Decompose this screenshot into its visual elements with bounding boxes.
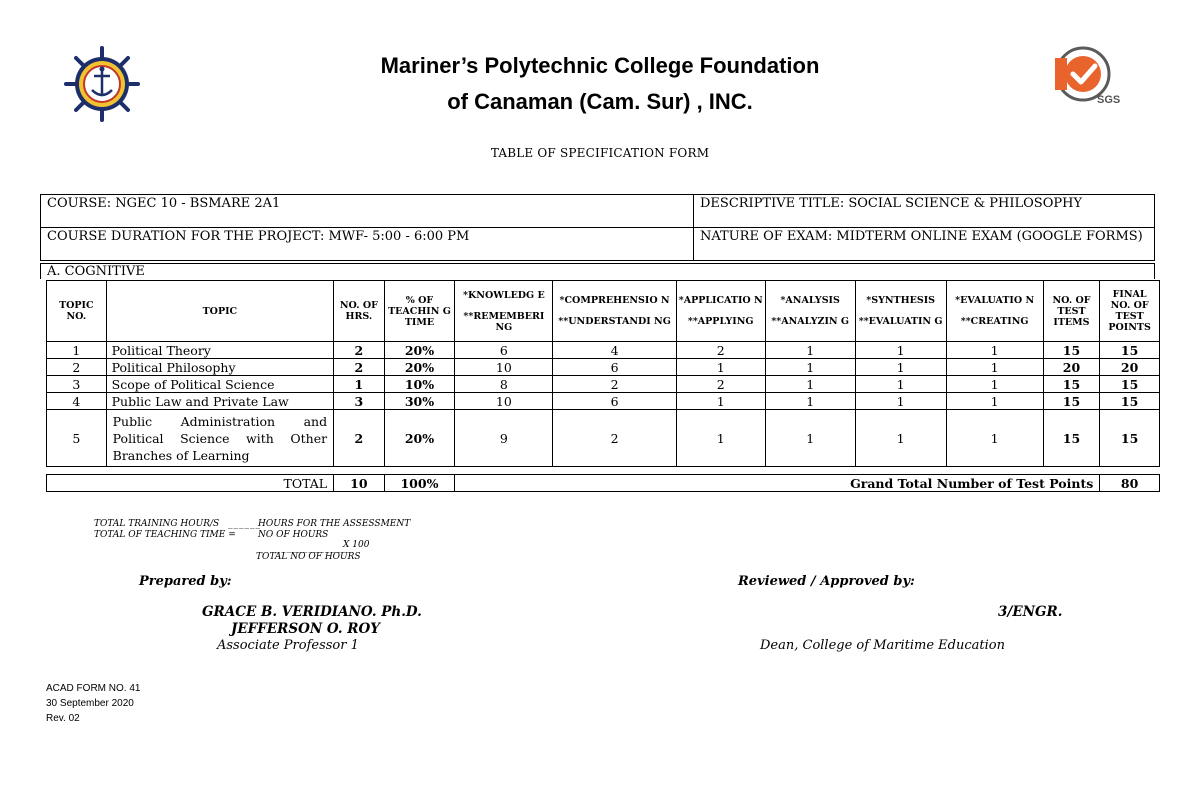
cell-application: 2 [676, 376, 765, 393]
cell-evaluation: 1 [946, 410, 1043, 467]
cell-no: 2 [47, 359, 107, 376]
cell-comprehension: 4 [553, 342, 676, 359]
header-hrs: NO. OF HRS. [334, 281, 385, 342]
reviewer-name: 3/ENGR. [998, 604, 1063, 620]
cell-comprehension: 6 [553, 359, 676, 376]
table-row [47, 359, 1160, 376]
cell-synthesis: 1 [855, 342, 946, 359]
applying-label: **APPLYING [687, 316, 754, 327]
cell-application: 1 [676, 410, 765, 467]
evaluating-label: **EVALUATIN G [858, 316, 943, 327]
cell-hrs: 2 [334, 359, 385, 376]
cell-no: 3 [47, 376, 107, 393]
cell-test-items: 15 [1043, 342, 1100, 359]
cell-topic: Political Philosophy [106, 359, 333, 376]
analyzing-label: **ANALYZIN G [771, 316, 850, 327]
course-duration-cell: COURSE DURATION FOR THE PROJECT: MWF- 5:00 - 6:00 PM [41, 228, 694, 261]
form-title: TABLE OF SPECIFICATION FORM [490, 146, 710, 160]
cell-evaluation: 1 [946, 376, 1043, 393]
cell-topic: Scope of Political Science [106, 376, 333, 393]
cell-topic: Public Law and Private Law [106, 393, 333, 410]
comprehension-label: *COMPREHENSIO N [559, 295, 670, 306]
cell-evaluation: 1 [946, 342, 1043, 359]
formula-dashes-2: _______________ [270, 543, 353, 553]
cell-no: 4 [47, 393, 107, 410]
preparer-title: Associate Professor 1 [217, 638, 359, 653]
cell-knowledge: 8 [455, 376, 553, 393]
cell-knowledge: 9 [455, 410, 553, 467]
cell-synthesis: 1 [855, 410, 946, 467]
cell-analysis: 1 [765, 359, 855, 376]
cell-comprehension: 2 [553, 376, 676, 393]
spacer-cell [47, 467, 1160, 475]
analysis-label: *ANALYSIS [780, 295, 840, 306]
formula-line2-left: TOTAL OF TEACHING TIME = [94, 530, 236, 540]
header-evaluation [946, 281, 1043, 342]
application-label: *APPLICATIO N [678, 295, 763, 306]
cell-test-items: 15 [1043, 410, 1100, 467]
cell-comprehension: 2 [553, 410, 676, 467]
cell-test-items: 15 [1043, 393, 1100, 410]
cell-topic: Public Administration and Political Science with Other Branches of Learning [106, 410, 333, 467]
cell-pct: 10% [384, 376, 455, 393]
cell-hrs: 3 [334, 393, 385, 410]
cell-pct: 20% [384, 342, 455, 359]
cell-final-points: 15 [1100, 393, 1160, 410]
total-hrs: 10 [334, 475, 385, 492]
institution-name-line2: of Canaman (Cam. Sur) , INC. [447, 89, 753, 114]
cell-knowledge: 10 [455, 393, 553, 410]
institution-name-line1: Mariner’s Polytechnic College Foundation [380, 53, 820, 78]
header-analysis [765, 281, 855, 342]
specification-table [46, 280, 1160, 492]
cell-final-points: 15 [1100, 376, 1160, 393]
cell-analysis: 1 [765, 393, 855, 410]
reviewer-title: Dean, College of Maritime Education [760, 638, 1005, 653]
table-row [47, 376, 1160, 393]
course-cell: COURSE: NGEC 10 - BSMARE 2A1 [41, 195, 694, 228]
cell-analysis: 1 [765, 342, 855, 359]
total-row [47, 475, 1160, 492]
cell-evaluation: 1 [946, 359, 1043, 376]
preparer-2-name: JEFFERSON O. ROY [231, 621, 380, 637]
section-cognitive: A. COGNITIVE [40, 263, 1155, 279]
knowledge-label: *KNOWLEDG E [463, 289, 545, 301]
synthesis-label: *SYNTHESIS [866, 295, 936, 306]
cell-application: 1 [676, 359, 765, 376]
cell-final-points: 20 [1100, 359, 1160, 376]
cell-knowledge: 6 [455, 342, 553, 359]
header-application [676, 281, 765, 342]
cell-application: 1 [676, 393, 765, 410]
table-row [47, 393, 1160, 410]
understanding-label: **UNDERSTANDI NG [558, 316, 671, 327]
course-info-table [40, 194, 1155, 261]
cell-hrs: 1 [334, 376, 385, 393]
creating-label: **CREATING [960, 316, 1029, 327]
total-label: TOTAL [47, 475, 334, 492]
cell-synthesis: 1 [855, 393, 946, 410]
cell-analysis: 1 [765, 376, 855, 393]
cell-knowledge: 10 [455, 359, 553, 376]
sgs-label: SGS [1097, 94, 1121, 106]
grand-total-value: 80 [1100, 475, 1160, 492]
cell-final-points: 15 [1100, 342, 1160, 359]
header-synthesis [855, 281, 946, 342]
cell-no: 5 [47, 410, 107, 467]
evaluation-label: *EVALUATIO N [955, 295, 1035, 306]
form-number: ACAD FORM NO. 41 [46, 683, 141, 694]
table-row [47, 342, 1160, 359]
descriptive-title-cell: DESCRIPTIVE TITLE: SOCIAL SCIENCE & PHILOSOPHY [694, 195, 1155, 228]
header-knowledge [455, 281, 553, 342]
grand-total-label: Grand Total Number of Test Points [455, 475, 1100, 492]
reviewed-by-label: Reviewed / Approved by: [738, 574, 915, 589]
header-topic-no: TOPIC NO. [47, 281, 107, 342]
table-header-row [47, 281, 1160, 342]
cell-pct: 30% [384, 393, 455, 410]
cell-synthesis: 1 [855, 376, 946, 393]
header-test-items: NO. OF TEST ITEMS [1043, 281, 1100, 342]
remembering-label: **REMEMBERI NG [463, 310, 545, 333]
header-final-points: FINAL NO. OF TEST POINTS [1100, 281, 1160, 342]
header-pct: % OF TEACHIN G TIME [384, 281, 455, 342]
cell-test-items: 15 [1043, 376, 1100, 393]
formula-line1-right: HOURS FOR THE ASSESSMENT [258, 519, 411, 529]
cell-pct: 20% [384, 359, 455, 376]
cell-analysis: 1 [765, 410, 855, 467]
cell-hrs: 2 [334, 342, 385, 359]
form-revision: Rev. 02 [46, 713, 80, 724]
form-footer [46, 681, 140, 726]
cell-test-items: 20 [1043, 359, 1100, 376]
formula-line1-left: TOTAL TRAINING HOUR/S [94, 519, 220, 529]
cell-hrs: 2 [334, 410, 385, 467]
total-pct: 100% [384, 475, 455, 492]
cell-topic: Political Theory [106, 342, 333, 359]
prepared-by-label: Prepared by: [139, 574, 232, 589]
formula-dashes: ______ [228, 519, 261, 529]
formula-multiplier: X 100 [343, 540, 370, 550]
cell-application: 2 [676, 342, 765, 359]
cell-evaluation: 1 [946, 393, 1043, 410]
cell-no: 1 [47, 342, 107, 359]
cell-synthesis: 1 [855, 359, 946, 376]
spacer-row [47, 467, 1160, 475]
cell-final-points: 15 [1100, 410, 1160, 467]
formula-line2-right: NO OF HOURS [258, 530, 329, 540]
cell-comprehension: 6 [553, 393, 676, 410]
preparer-1-name: GRACE B. VERIDIANO. Ph.D. [202, 604, 422, 620]
nature-of-exam-cell: NATURE OF EXAM: MIDTERM ONLINE EXAM (GOOGLE FORMS) [694, 228, 1155, 261]
cell-pct: 20% [384, 410, 455, 467]
form-date: 30 September 2020 [46, 698, 134, 709]
header-topic: TOPIC [106, 281, 333, 342]
header-comprehension [553, 281, 676, 342]
table-row [47, 410, 1160, 467]
formula-line4: TOTAL NO OF HOURS [256, 552, 361, 562]
